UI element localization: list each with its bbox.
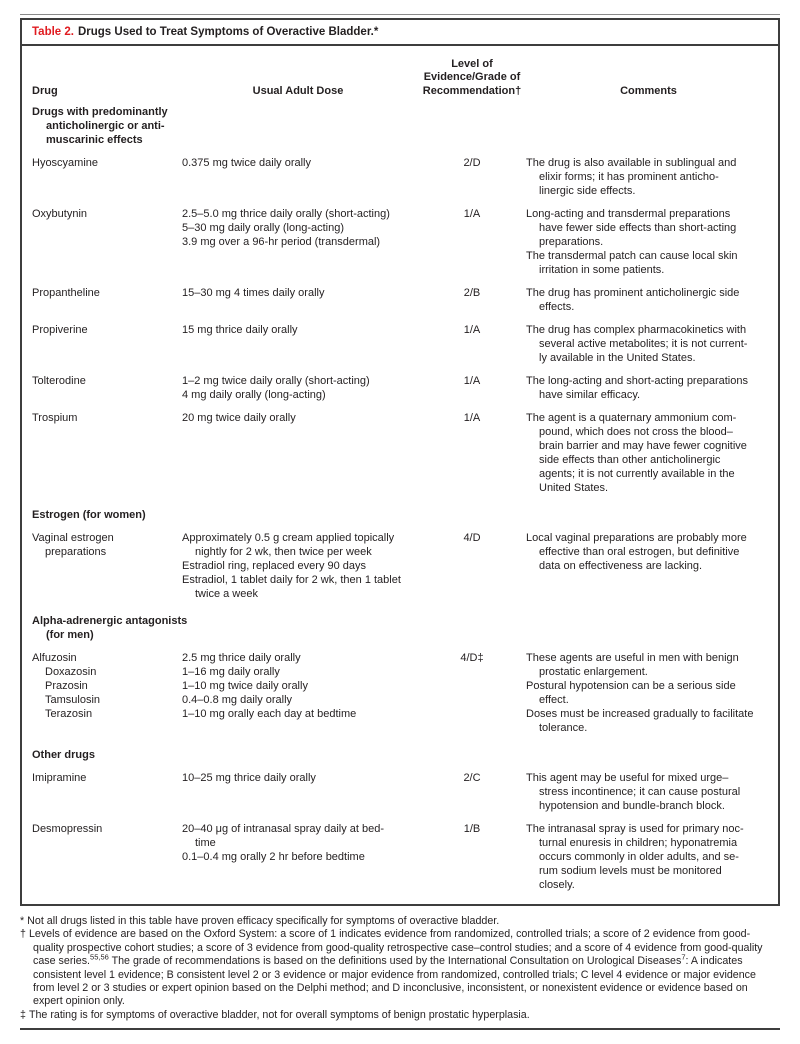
footnote: * Not all drugs listed in this table have proven efficacy specifically for symptoms of overactive bladder.	[20, 915, 500, 927]
cell-level: 1/A	[463, 324, 481, 336]
col-header-level	[422, 58, 522, 99]
cell-level: 1/A	[463, 208, 481, 220]
cell-level: 4/D	[463, 532, 481, 544]
footnote-marker: *	[20, 915, 25, 927]
cell-drug: Oxybutynin	[32, 208, 88, 220]
footnote-marker: ‡	[20, 1008, 26, 1021]
cell-drug: Propantheline	[32, 287, 100, 299]
cell-dose: 10–25 mg thrice daily orally	[182, 772, 316, 784]
table-body	[32, 105, 770, 892]
table-title-label: Table 2.	[32, 26, 74, 38]
table-grid	[22, 46, 778, 904]
cell-comments: These agents are useful in men with benign prostatic enlargement. Postural hypotension can be a serious side effect. Doses must be increased gradually to facilitate tolerance.	[526, 652, 754, 734]
cell-drug: Imipramine	[32, 772, 87, 784]
top-rule	[20, 14, 780, 15]
cell-dose: 1–2 mg twice daily orally (short-acting) 4 mg daily orally (long-acting)	[182, 375, 370, 401]
cell-comments: The intranasal spray is used for primary noc- turnal enuresis in children; hyponatremia occurs commonly in older adults, and se- rum sodium levels must be monitored closely.	[526, 823, 744, 891]
table-row	[32, 651, 770, 735]
footnote-marker: †	[20, 928, 26, 941]
cell-drug: Propiverine	[32, 324, 88, 336]
table-row	[32, 286, 770, 314]
table-row	[32, 771, 770, 813]
cell-comments: The drug has complex pharmacokinetics with several active metabolites; it is not current- ly available in the United States.	[526, 324, 748, 364]
col-header-level-line1: Level of	[451, 57, 493, 70]
cell-comments: The drug has prominent anticholinergic side effects.	[526, 287, 740, 313]
section-header: Alpha-adrenergic antagonists (for men)	[32, 615, 188, 641]
table-title-text: Drugs Used to Treat Symptoms of Overactive Bladder.*	[77, 26, 379, 38]
cell-level: 1/A	[463, 412, 481, 424]
cell-level: 2/C	[463, 772, 481, 784]
column-headers	[32, 46, 770, 98]
footnote: ‡ The rating is for symptoms of overactive bladder, not for overall symptoms of benign prostatic hyperplasia.	[20, 1008, 530, 1021]
cell-comments: Local vaginal preparations are probably more effective than oral estrogen, but definitive data on effectiveness are lacking.	[526, 532, 747, 572]
cell-dose: 2.5 mg thrice daily orally 1–16 mg daily orally 1–10 mg twice daily orally 0.4–0.8 mg daily orally 1–10 mg orally each day at bedtime	[182, 652, 357, 720]
col-header-level-line3: Recommendation†	[422, 84, 522, 97]
footnotes	[20, 915, 780, 1022]
col-header-dose: Usual Adult Dose	[252, 84, 344, 97]
section-header: Drugs with predominantly anticholinergic or anti- muscarinic effects	[32, 106, 168, 146]
bottom-rule	[20, 1028, 780, 1030]
cell-level: 2/D	[463, 157, 481, 169]
section-header: Estrogen (for women)	[32, 509, 146, 521]
cell-dose: 0.375 mg twice daily orally	[182, 157, 312, 169]
cell-dose: 15–30 mg 4 times daily orally	[182, 287, 325, 299]
cell-dose: Approximately 0.5 g cream applied topically nightly for 2 wk, then twice per week Estradiol ring, replaced every 90 days Estradiol, 1 tablet daily for 2 wk, then 1 tablet twice a week	[182, 532, 401, 600]
table-row	[32, 822, 770, 892]
cell-level: 1/A	[463, 375, 481, 387]
col-header-level-line2: Evidence/Grade of	[423, 71, 521, 83]
cell-comments: The agent is a quaternary ammonium com- pound, which does not cross the blood– brain barrier and may have fewer cognitive side effects than other anticholinergic agents; it is not currently available in the United States.	[526, 412, 747, 494]
cell-drug: Trospium	[32, 412, 78, 424]
table-row	[32, 207, 770, 277]
cell-drug: Alfuzosin Doxazosin Prazosin Tamsulosin Terazosin	[32, 652, 101, 720]
cell-dose: 20–40 μg of intranasal spray daily at bed- time 0.1–0.4 mg orally 2 hr before bedtime	[182, 823, 385, 863]
footnote: † Levels of evidence are based on the Oxford System: a score of 1 indicates evidence from randomized, controlled trials; a score of 2 evidence from good-quality prospective cohort studies; a score of 3 evidence from good-quality retrospective case–control studies; and a score of 4 evidence from good-quality case series.$^{55,56}$ The grade of recommendations is based on the definitions used by the International Consultation on Urological Diseases$^7$: A indicates consistent level 1 evidence; B consistent level 2 or 3 evidence or major evidence from randomized, controlled trials; C level 4 evidence or major evidence from level 2 or 3 studies or expert opinion based on the Delphi method; and D inconclusive, inconsistent, or nonexistent evidence or evidence based on expert opinion only.	[20, 928, 763, 1008]
table-row	[32, 156, 770, 198]
col-header-comments: Comments	[620, 84, 677, 97]
col-header-drug: Drug	[32, 84, 58, 97]
table-row	[32, 411, 770, 495]
cell-comments: The drug is also available in sublingual and elixir forms; it has prominent anticho- linergic side effects.	[526, 157, 737, 197]
cell-comments: This agent may be useful for mixed urge– stress incontinence; it can cause postural hypotension and bundle-branch block.	[526, 772, 741, 812]
cell-comments: The long-acting and short-acting preparations have similar efficacy.	[526, 375, 748, 401]
table-row	[32, 323, 770, 365]
table-2	[20, 18, 780, 906]
cell-dose: 2.5–5.0 mg thrice daily orally (short-acting) 5–30 mg daily orally (long-acting) 3.9 mg over a 96-hr period (transdermal)	[182, 208, 390, 248]
cell-drug: Tolterodine	[32, 375, 86, 387]
cell-drug: Desmopressin	[32, 823, 103, 835]
table-title	[22, 20, 778, 46]
cell-comments: Long-acting and transdermal preparations have fewer side effects than short-acting preparations. The transdermal patch can cause local skin irritation in some patients.	[526, 208, 738, 276]
section-header: Other drugs	[32, 749, 95, 761]
table-row	[32, 374, 770, 402]
footnote-reference-superscript: 55,56	[90, 952, 109, 962]
footnote-reference-superscript: 7	[681, 952, 686, 962]
table-row	[32, 531, 770, 601]
cell-level: 1/B	[463, 823, 481, 835]
cell-level: 4/D‡	[460, 652, 484, 664]
cell-drug: Vaginal estrogen preparations	[32, 532, 114, 558]
cell-drug: Hyoscyamine	[32, 157, 99, 169]
cell-level: 2/B	[463, 287, 481, 299]
cell-dose: 20 mg twice daily orally	[182, 412, 296, 424]
cell-dose: 15 mg thrice daily orally	[182, 324, 298, 336]
